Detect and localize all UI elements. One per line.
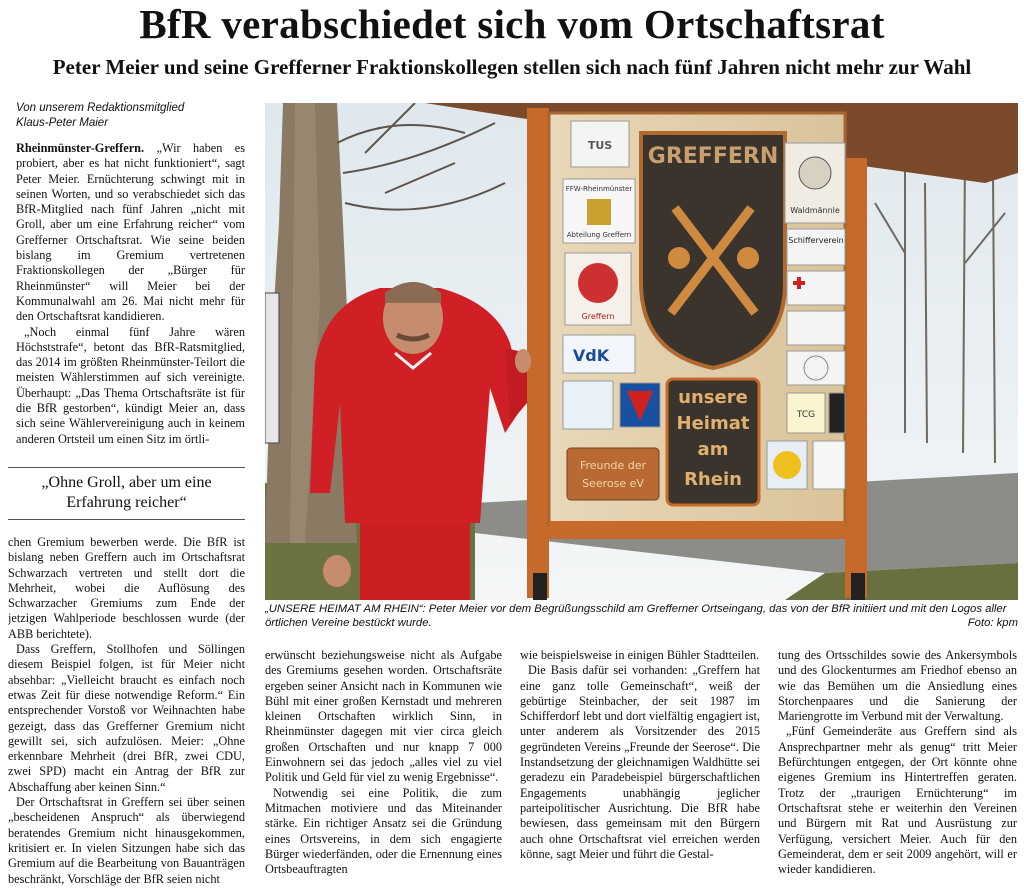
photo-illustration	[265, 103, 1018, 600]
sign-title-text: GREFFERN	[647, 144, 779, 169]
club-logo	[813, 441, 845, 489]
photo-credit: Foto: kpm	[967, 617, 1018, 629]
byline	[16, 101, 256, 131]
pull-quote: „Ohne Groll, aber um eine Erfahrung reicher“	[8, 467, 245, 520]
paragraph: Der Ortschaftsrat in Greffern sei über seinen „bescheidenen Anspruch“ als überwiegend beratendes Gremium nicht hinausgekommen, kritisiert er. In vielen Sitzungen habe sich das Gremium auf die Bearbeitung von Bauanträgen beschränkt, Vorschläge der BfR seien nicht	[8, 795, 245, 886]
tus-logo-text: TUS	[587, 139, 613, 152]
schifferverein-logo-text: Schifferverein	[788, 236, 844, 245]
club-logo	[563, 381, 613, 429]
seerose-plaque	[567, 448, 659, 500]
paragraph: „Noch einmal fünf Jahre wären Höchststrafe“, betont das BfR-Ratsmitglied, das 2014 im größten Rheinmünster-Teilort die meisten Wählerstimmen auf sich vereinigte. Überhaupt: „Das Thema Ortschaftsräte ist für die BfR gestorben“, kündigt Meier an, dass sich seine Wählervereinigung auch in keinem anderen Ortsteil um einen Sitz im örtli-	[16, 324, 245, 446]
vdk-logo-text: VdK	[572, 346, 610, 365]
paragraph: tung des Ortsschildes sowie des Ankersymbols und des Glockenturmes am Friedhof ebenso an wie das Bemühen um die Ansiedlung eines Storchenpaares und die Sanierung der Mariengrotte im Verbund mit der Verwaltung.	[778, 648, 1017, 724]
subheadline: Peter Meier und seine Grefferner Fraktionskollegen stellen sich nach fünf Jahren nicht mehr zur Wahl	[52, 55, 972, 79]
schifferverein-logo	[787, 229, 845, 265]
plaque-text: Seerose eV	[582, 477, 644, 490]
column-2	[265, 648, 502, 891]
column-1-top	[16, 141, 245, 463]
paragraph: Die Basis dafür sei vorhanden: „Greffern hat eine ganz tolle Gemeinschaft“, weiß der gebürtige Steinbacher, der seit 1987 im Schifferdorf lebt und dort vielfältig engagiert ist, unter anderem als Vorsitzender des 2015 gegründeten Vereins „Freunde der Seerose“. Die Instandsetzung der gleichnamigen Waldhütte sei geradezu ein Paradebeispiel bürgerschaftlichen Engagements unabhängig jeglicher parteipolitischer Ausrichtung. Die BfR habe bewiesen, dass gemeinsam mit den Bürgern auch ohne Ortschaftsrat viel erreichen werden könne, sagt Meier und führt die Gestal-	[520, 663, 760, 861]
slogan-line: am	[697, 439, 729, 460]
byline-author: Klaus-Peter Maier	[16, 117, 109, 129]
slogan-line: Heimat	[676, 413, 750, 434]
sign-post-left	[527, 108, 549, 598]
dateline: Rheinmünster-Greffern.	[16, 141, 145, 155]
sign-post-right	[845, 158, 867, 598]
column-3	[520, 648, 760, 891]
paragraph: chen Gremium bewerben werde. Die BfR ist bislang neben Greffern auch im Ortschaftsrat Schwarzach vertreten und stellt dort die Mehrheit, wobei die Auflösung des Schwarzacher Gremiums zum Ende der jetzigen Wahlperiode beschlossen wurde (der ABB berichtete).	[8, 535, 245, 641]
headline: BfR verabschiedet sich vom Ortschaftsrat	[139, 1, 885, 47]
ffw-logo-text: Abteilung Greffern	[566, 231, 632, 239]
caption-text: „UNSERE HEIMAT AM RHEIN“: Peter Meier vor dem Begrüßungsschild am Grefferner Ortseingang, das von der BfR initiiert und mit den Logos aller örtlichen Vereine bestückt wurde.	[265, 603, 1007, 629]
slogan-line: unsere	[678, 387, 748, 408]
paragraph: Dass Greffern, Stollhofen und Söllingen diesem Beispiel folgen, ist für Meier nicht absehbar: „Vielleicht braucht es einfach noch etwas Zeit für diese notwendige Reform.“ Ein entsprechender Vorstoß vor Weihnachten habe gezeigt, dass das Grefferner Gremium nicht gewillt sei, sich aufzulösen. Meier: „Ohne erkennbare Mehrheit (drei BfR, zwei CDU, zwei SPD) macht ein Antrag der BfR zur Abschaffung aber keinen Sinn.“	[8, 642, 245, 794]
column-1-bottom	[8, 535, 245, 891]
road-sign	[265, 293, 279, 443]
mask-club-logo-text: Greffern	[581, 312, 615, 321]
article-photo	[265, 103, 1018, 600]
column-4	[778, 648, 1017, 891]
paragraph-text: „Wir haben es probiert, aber es hat nicht funktioniert“, sagt Peter Meier. Ernüchterung schwingt mit in seinen Worten, und so verabschiedet sich das BfR-Mitglied nach fünf Jahren „nicht mit Groll, aber um eine Erfahrung reicher“ vom Grefferner Ortschaftsrat. Wie seine beiden bislang im Gremium vertretenen Fraktionskollegen der „Bürger für Rheinmünster“ will Meier bei der Kommunalwahl am 26. Mai nicht mehr für den Ortschaftsrat kandidieren.	[16, 141, 245, 324]
slogan-line: Rhein	[684, 469, 742, 490]
red-cross-logo	[787, 271, 845, 305]
club-logo	[829, 393, 845, 433]
paragraph: wie beispielsweise in einigen Bühler Stadtteilen.	[520, 648, 760, 662]
byline-line1: Von unserem Redaktionsmitglied	[16, 102, 185, 114]
paragraph: „Fünf Gemeinderäte aus Greffern sind als Ansprechpartner mehr als genug“ tritt Meier Befürchtungen entgegen, der Ort könnte ohne eigenes Gremium ins Hintertreffen geraten. Trotz der „traurigen Ernüchterung“ im Ortschaftsrat stehe er weiterhin den Vereinen und Bürgern mit Rat und Ausrüstung zur Verfügung, versichert Meier. Auch für den Gemeinderat, dem er seit 2009 angehört, will er wieder kandidieren.	[778, 724, 1017, 877]
ffw-logo-text: FFW-Rheinmünster	[565, 185, 633, 193]
paragraph: Notwendig sei eine Politik, die zum Mitmachen motiviere und das Miteinander stärke. Ein richtiger Ansatz sei die Gründung eines Ortsvereins, in dem sich engagierte Bürger wiederfänden, oder die Ernennung eines Ortsbeauftragten	[265, 785, 502, 877]
paragraph: erwünscht beziehungsweise nicht als Aufgabe des Gremiums gesehen worden. Ortschaftsräte ergeben seiner Ansicht nach in Kommunen wie Bühl mit einer großen Kernstadt und mehreren kleinen Ortschaften wirklich Sinn, in Rheinmünster dagegen mit vier circa gleich großen Ortschaften und nur knapp 7 000 Einwohnern sei das jedoch „alles viel zu viel Politik und Geld für viel zu wenig Ergebnisse“.	[265, 648, 502, 785]
club-logo	[787, 311, 845, 345]
photo-caption	[265, 602, 1018, 630]
lead-paragraph	[16, 141, 245, 325]
waldmaennle-logo-text: Waldmännle	[790, 206, 840, 215]
plaque-text: Freunde der	[579, 459, 647, 472]
tcg-logo-text: TCG	[796, 410, 816, 420]
